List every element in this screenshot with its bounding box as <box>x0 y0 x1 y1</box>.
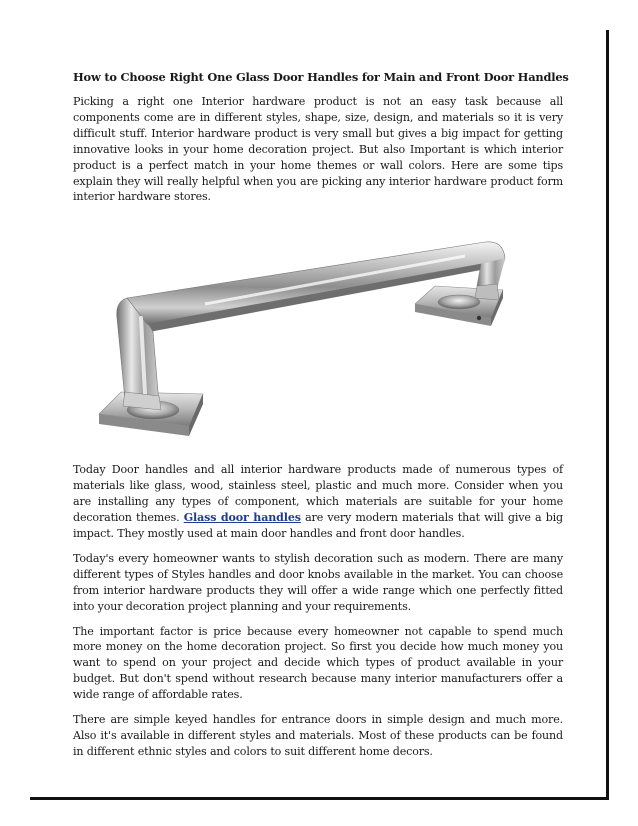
intro-paragraph: Picking a right one Interior hardware product is not an easy task because all components come are in different styles, shape, size, design, and materials so it is very difficult stuff. Interior hardware product is very small but gives a big impact for getting innovative looks in your home decoration project. But also Important is which interior product is a perfect match in your home themes or wall colors. Here are some tips explain they will really helpful when you are picking any interior hardware product form interior hardware stores. <box>73 95 563 204</box>
article-title: How to Choose Right One Glass Door Handles for Main and Front Door Handles <box>73 70 569 84</box>
page-border-right <box>606 30 609 800</box>
article <box>73 70 569 769</box>
materials-text-after-link: are very modern materials that will give a big impact. They mostly used at main door handles and front door handles. <box>73 511 564 540</box>
keyed-handles-paragraph: There are simple keyed handles for entrance doors in simple design and much more. Also it's available in different styles and materials. Most of these products can be found in different ethnic styles and colors to suit different home decors. <box>73 713 563 758</box>
glass-door-handles-link[interactable]: Glass door handles <box>183 511 301 525</box>
materials-paragraph <box>73 462 563 542</box>
materials-text-before-link: Today Door handles and all interior hardware products made of numerous types of materials like glass, wood, stainless steel, plastic and much more. Consider when you are installing any types of component, which materials are suitable for your home decoration themes. <box>73 463 563 525</box>
door-handle-image <box>73 214 563 451</box>
price-paragraph: The important factor is price because every homeowner not capable to spend much more money on the home decoration project. So first you decide how much money you want to spend on your project and decide which types of product available in your budget. But don't spend without research because many interior manufacturers offer a wide range of affordable rates. <box>73 624 563 702</box>
styles-paragraph: Today's every homeowner wants to stylish decoration such as modern. There are many different types of Styles handles and door knobs available in the market. You can choose from interior hardware products they will offer a wide range which one perfectly fitted into your decoration project planning and your requirements. <box>73 551 563 613</box>
page-border-bottom <box>30 797 609 800</box>
door-handle-illustration <box>85 214 555 451</box>
